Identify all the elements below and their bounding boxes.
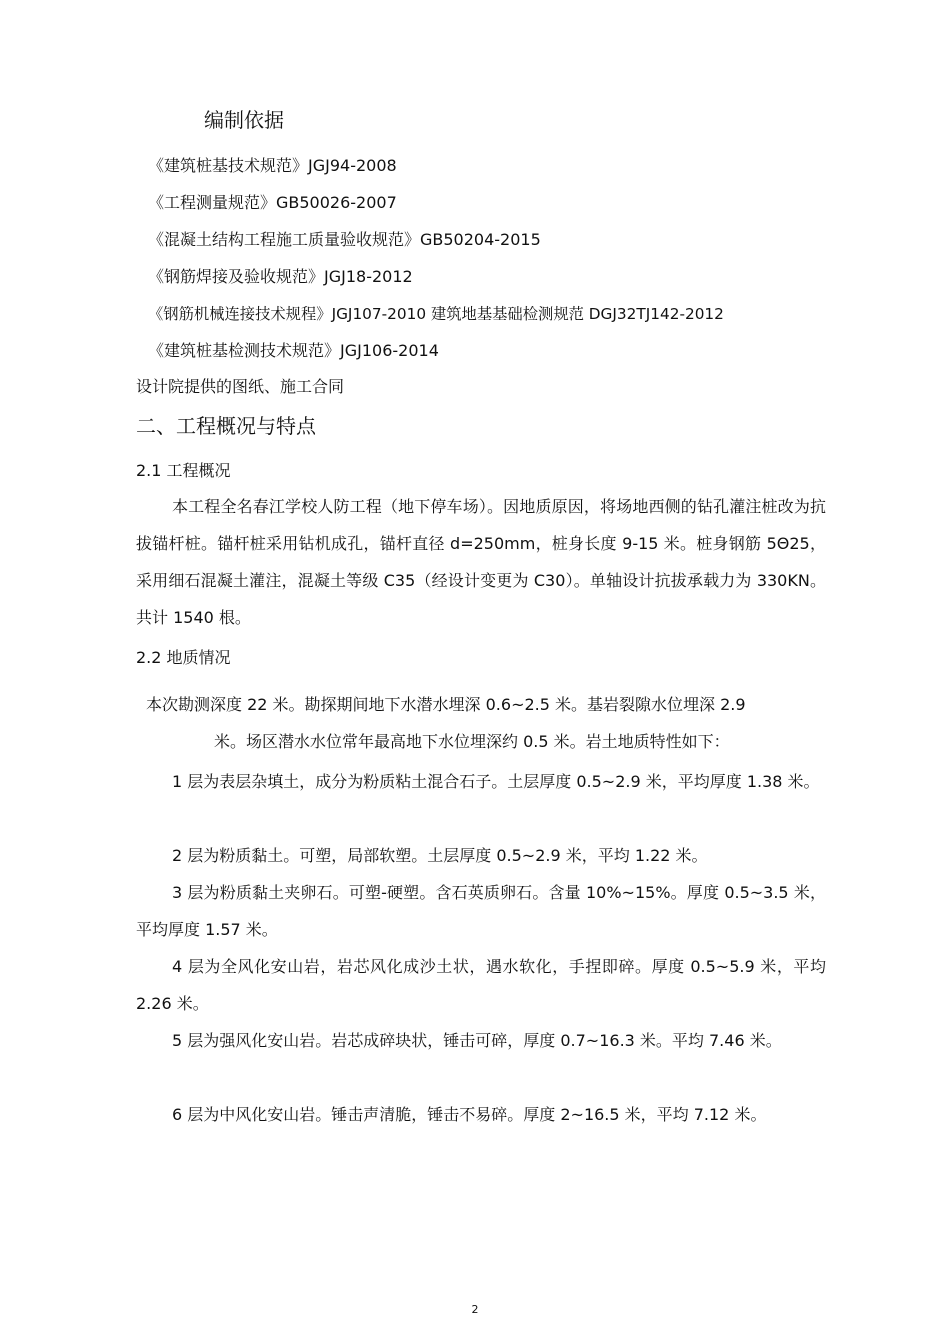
basis-ref: 《混凝土结构工程施工质量验收规范》GB50204-2015 xyxy=(148,230,541,249)
geology-intro-line: 本次勘测深度 22 米。勘探期间地下水潜水埋深 0.6~2.5 米。基岩裂隙水位埋深 2.9 xyxy=(146,695,746,714)
subsection-heading: 2.2 地质情况 xyxy=(136,648,231,667)
subsection-heading: 2.1 工程概况 xyxy=(136,461,231,480)
basis-extra: 设计院提供的图纸、施工合同 xyxy=(136,377,345,396)
basis-ref: 《工程测量规范》GB50026-2007 xyxy=(148,193,397,212)
basis-ref: 《建筑桩基检测技术规范》JGJ106-2014 xyxy=(148,341,439,360)
basis-title: 编制依据 xyxy=(204,108,284,132)
geology-layer: 1 层为表层杂填土，成分为粉质粘土混合石子。土层厚度 0.5~2.9 米，平均厚度 1.38 米。 xyxy=(172,772,820,791)
section-heading: 二、工程概况与特点 xyxy=(136,414,316,438)
geology-layer: 5 层为强风化安山岩。岩芯成碎块状，锤击可碎，厚度 0.7~16.3 米。平均 7.46 米。 xyxy=(172,1031,782,1050)
geology-layer: 6 层为中风化安山岩。锤击声清脆，锤击不易碎。厚度 2~16.5 米，平均 7.12 米。 xyxy=(172,1105,767,1124)
basis-ref: 《钢筋机械连接技术规程》JGJ107-2010 建筑地基基础检测规范 DGJ32TJ142-2012 xyxy=(148,305,724,323)
basis-ref: 《建筑桩基技术规范》JGJ94-2008 xyxy=(148,156,397,175)
geology-layer: 4 层为全风化安山岩，岩芯风化成沙土状，遇水软化，手捏即碎。厚度 0.5~5.9 米，平均 2.26 米。 xyxy=(136,957,826,1013)
page-number: 2 xyxy=(471,1303,479,1316)
geology-layer: 2 层为粉质黏土。可塑，局部软塑。土层厚度 0.5~2.9 米，平均 1.22 米。 xyxy=(172,846,708,865)
basis-ref: 《钢筋焊接及验收规范》JGJ18-2012 xyxy=(148,267,413,286)
geology-layer: 3 层为粉质黏土夹卵石。可塑-硬塑。含石英质卵石。含量 10%~15%。厚度 0.5~3.5 米，平均厚度 1.57 米。 xyxy=(136,883,826,939)
overview-paragraph: 本工程全名春江学校人防工程（地下停车场）。因地质原因，将场地西侧的钻孔灌注桩改为抗拔锚杆桩。锚杆桩采用钻机成孔，锚杆直径 d=250mm，桩身长度 9-15 米。桩身钢筋 5Θ25，采用细石混凝土灌注，混凝土等级 C35（经设计变更为 C30）。单轴设计抗拔承载力为 330KN。共计 1540 根。 xyxy=(136,497,826,627)
geology-intro-line: 米。场区潜水水位常年最高地下水位埋深约 0.5 米。岩土地质特性如下： xyxy=(214,732,730,751)
